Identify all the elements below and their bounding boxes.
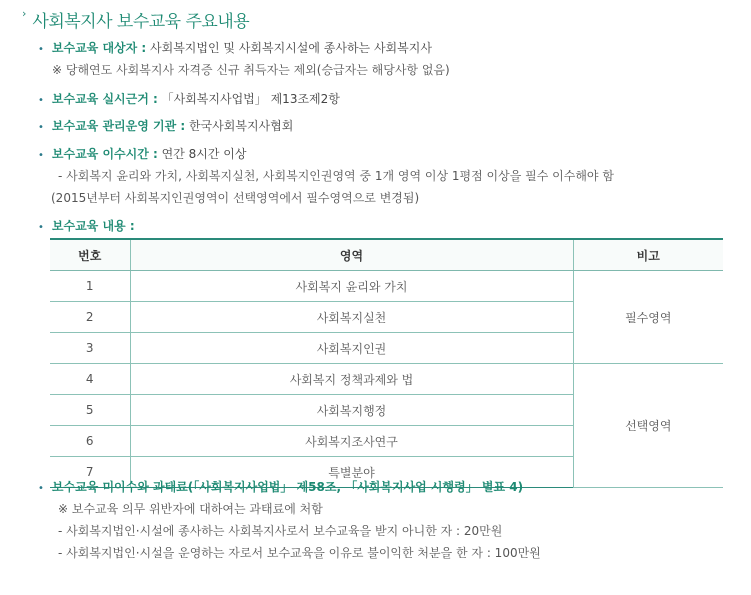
penalty-note: ※ 보수교육 의무 위반자에 대하여는 과태료에 처함 [58,502,323,516]
header-number: 번호 [50,239,130,271]
penalty-line-2: - 사회복지법인·시설을 운영하는 자로서 보수교육을 이유로 불이익한 처분을 한 자 : 100만원 [58,546,541,560]
bullet-icon: • [38,222,44,233]
row-number: 2 [50,302,130,333]
row-number: 1 [50,271,130,302]
manager-item [38,118,293,136]
target-note: ※ 당해연도 사회복지사 자격증 신규 취득자는 제외(승급자는 해당사항 없음) [52,63,450,77]
page-title [22,6,249,32]
bullet-icon: • [38,122,44,133]
row-number: 7 [50,457,130,488]
chevron-right-icon: › [22,6,27,20]
education-area-table [50,238,723,488]
table-header-row [50,239,723,271]
header-area: 영역 [130,239,573,271]
row-area: 특별분야 [130,457,573,488]
row-number: 4 [50,364,130,395]
hours-note-2: (2015년부터 사회복지인권영역이 선택영역에서 필수영역으로 변경됨) [51,191,420,205]
row-number: 6 [50,426,130,457]
target-value: 사회복지법인 및 사회복지시설에 종사하는 사회복지사 [146,41,432,55]
row-number: 3 [50,333,130,364]
hours-note-1: - 사회복지 윤리와 가치, 사회복지실천, 사회복지인권영역 중 1개 영역 이상 1평점 이상을 필수 이수해야 함 [58,169,614,183]
table-row [50,364,723,395]
penalty-line-1: - 사회복지법인·시설에 종사하는 사회복지사로서 보수교육을 받지 아니한 자 : 20만원 [58,524,503,538]
manager-value: 한국사회복지사협회 [185,119,294,133]
row-area: 사회복지조사연구 [130,426,573,457]
hours-item [38,146,246,164]
content-label: 보수교육 내용 : [51,219,135,233]
row-area: 사회복지 윤리와 가치 [130,271,573,302]
row-area: 사회복지 정책과제와 법 [130,364,573,395]
required-area-cell: 필수영역 [573,271,723,364]
penalty-label: 보수교육 미이수와 과태료(「사회복지사업법」 제58조, 「사회복지사업 시행령」 별표 4) [51,480,524,494]
manager-label: 보수교육 관리운영 기관 : [51,119,186,133]
target-item [38,40,432,58]
page-title-text: 사회복지사 보수교육 주요내용 [32,11,250,32]
hours-value: 연간 8시간 이상 [157,147,247,161]
header-remark: 비고 [573,239,723,271]
table-row [50,271,723,302]
penalty-item [38,479,523,497]
legal-basis-item [38,91,340,109]
hours-label: 보수교육 이수시간 : [51,147,158,161]
bullet-icon: • [38,150,44,161]
target-label: 보수교육 대상자 : [51,41,147,55]
bullet-icon: • [38,44,44,55]
row-area: 사회복지실천 [130,302,573,333]
bullet-icon: • [38,95,44,106]
bullet-icon: • [38,483,44,494]
content-item [38,218,135,236]
row-area: 사회복지인권 [130,333,573,364]
legal-basis-value: 「사회복지사업법」 제13조제2항 [157,92,340,106]
row-area: 사회복지행정 [130,395,573,426]
elective-area-cell: 선택영역 [573,364,723,488]
legal-basis-label: 보수교육 실시근거 : [51,92,158,106]
row-number: 5 [50,395,130,426]
